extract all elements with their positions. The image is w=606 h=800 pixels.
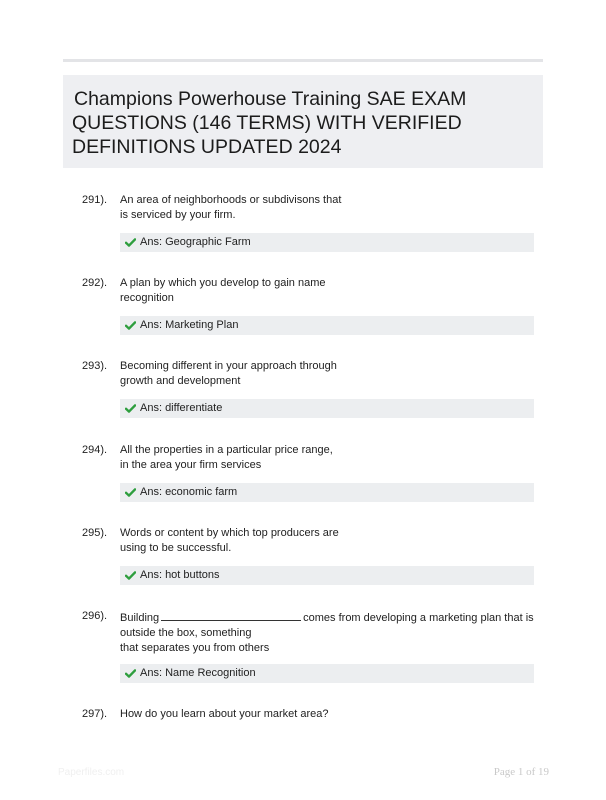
check-icon	[125, 664, 137, 683]
answer-row	[120, 566, 534, 585]
check-icon	[125, 399, 137, 418]
question-line: is serviced by your firm.	[120, 209, 236, 221]
question-line: All the properties in a particular price range,	[120, 444, 333, 456]
question-line: A plan by which you develop to gain name	[120, 277, 326, 289]
question-number: 292).	[82, 277, 108, 289]
check-icon	[125, 316, 137, 335]
question-text-after-blank: comes from developing a marketing plan that is	[303, 612, 534, 624]
question-line: An area of neighborhoods or subdivisons that	[120, 194, 342, 206]
question-number: 297).	[82, 708, 108, 720]
answer-text: Ans: Marketing Plan	[140, 319, 239, 331]
document-title-box	[63, 75, 543, 168]
question-number: 296).	[82, 610, 108, 622]
question-line: growth and development	[120, 375, 241, 387]
question-line: recognition	[120, 292, 174, 304]
fill-in-blank	[161, 609, 301, 621]
document-title-line-2: QUESTIONS (146 TERMS) WITH VERIFIED	[72, 112, 462, 134]
question-line: outside the box, something	[120, 627, 252, 639]
footer-watermark: Paperfiles.com	[58, 767, 125, 778]
question-text-before-blank: Building	[120, 612, 160, 624]
answer-row	[120, 233, 534, 252]
answer-text: Ans: economic farm	[140, 486, 238, 498]
question-line: Becoming different in your approach through	[120, 360, 337, 372]
question-text	[120, 707, 329, 722]
question-line	[120, 609, 534, 626]
answer-text: Ans: hot buttons	[140, 569, 220, 581]
question-number: 295).	[82, 527, 108, 539]
check-icon	[125, 483, 137, 502]
question-text	[120, 359, 337, 389]
document-title-line-1: Champions Powerhouse Training SAE EXAM	[74, 88, 467, 110]
question-number: 294).	[82, 444, 108, 456]
answer-row	[120, 399, 534, 418]
question-number: 293).	[82, 360, 108, 372]
question-line: that separates you from others	[120, 642, 270, 654]
check-icon	[125, 233, 137, 252]
question-line: Words or content by which top producers are	[120, 527, 339, 539]
answer-row	[120, 483, 534, 502]
question-text	[120, 193, 341, 223]
question-line: using to be successful.	[120, 542, 232, 554]
answer-text: Ans: Geographic Farm	[140, 236, 251, 248]
question-line: in the area your firm services	[120, 459, 262, 471]
question-text	[120, 276, 325, 306]
answer-row	[120, 316, 534, 335]
answer-row	[120, 664, 534, 683]
answer-text: Ans: Name Recognition	[140, 667, 256, 679]
page-number: Page 1 of 19	[493, 766, 549, 778]
question-number: 291).	[82, 194, 108, 206]
question-line: How do you learn about your market area?	[120, 708, 329, 720]
check-icon	[125, 566, 137, 585]
question-text	[120, 443, 333, 473]
question-text	[120, 526, 339, 556]
top-divider	[63, 59, 543, 62]
answer-text: Ans: differentiate	[140, 402, 223, 414]
question-text	[120, 609, 534, 656]
document-title-line-3: DEFINITIONS UPDATED 2024	[72, 136, 342, 158]
